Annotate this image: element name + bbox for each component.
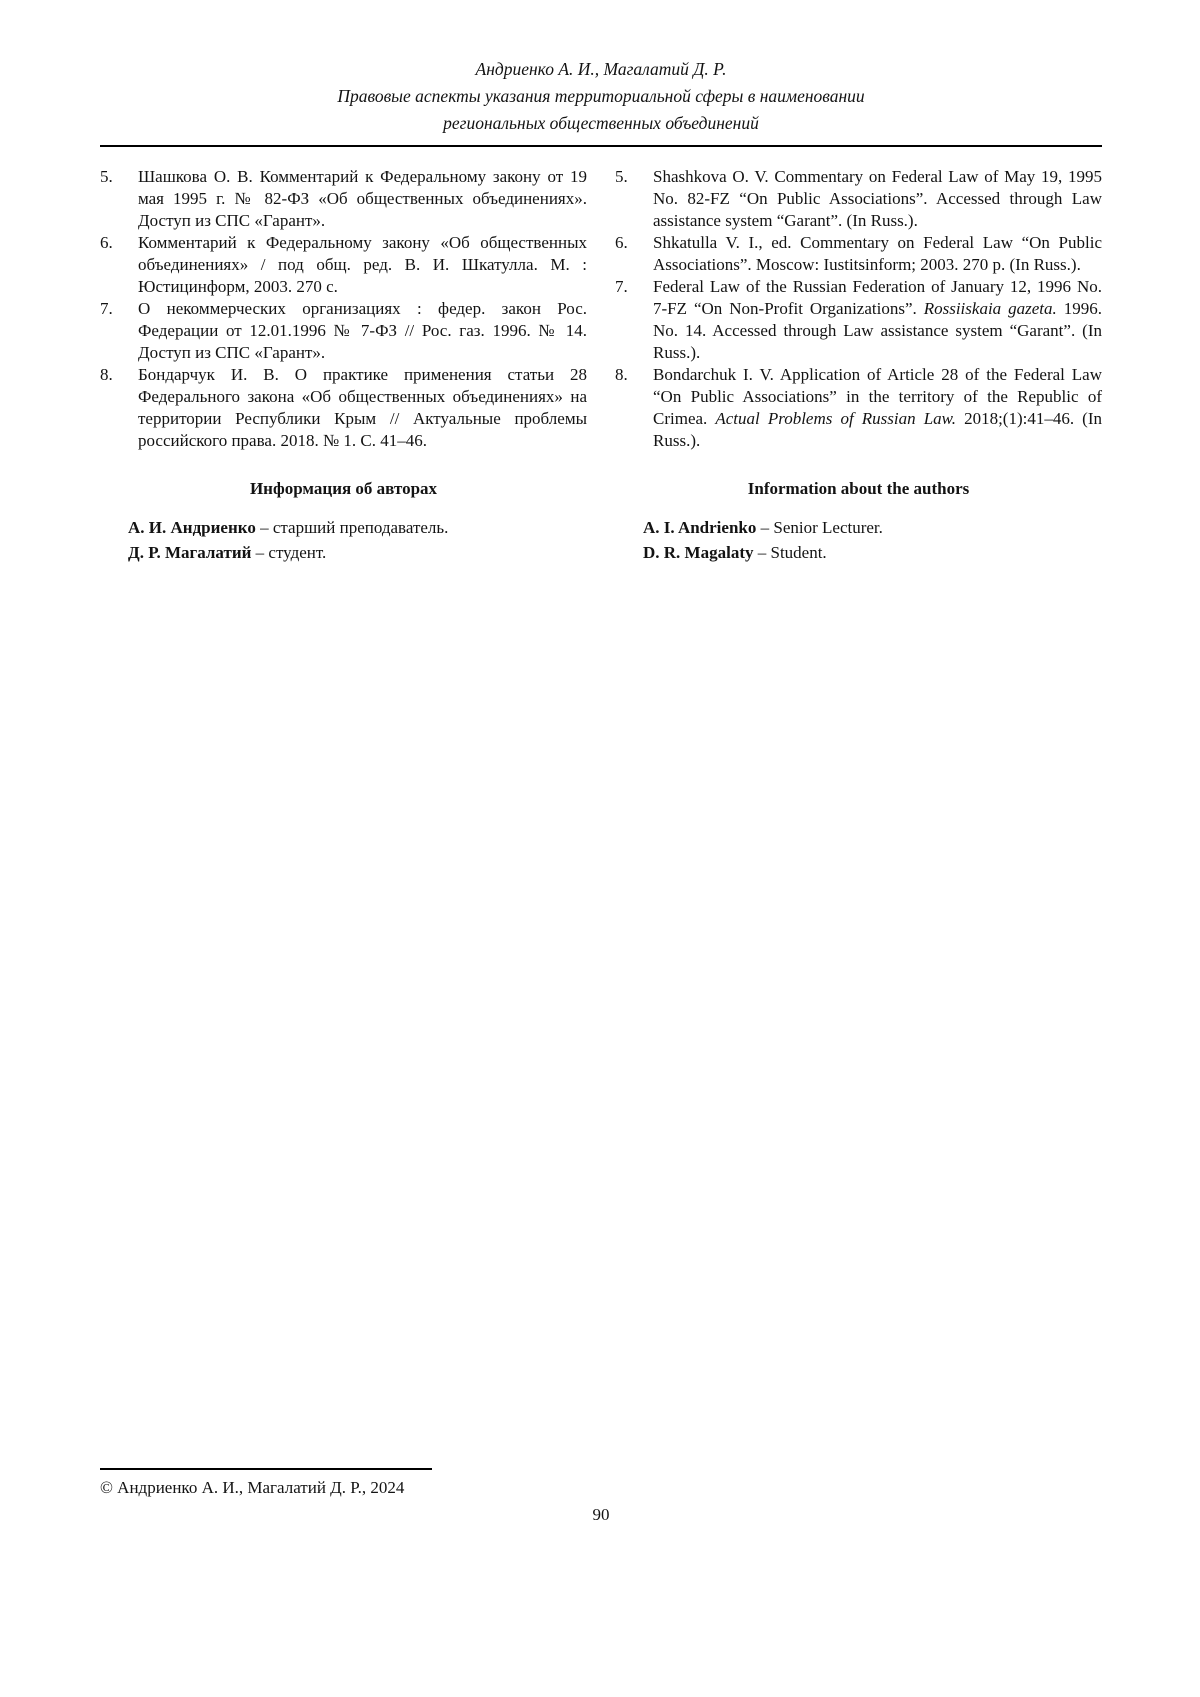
references-ru-column <box>100 166 587 452</box>
ref-text <box>653 276 1102 364</box>
ref-text-part: 1996. No. 14. Accessed through Law assistance system “Garant”. (In Russ.). <box>653 299 1102 362</box>
ref-number: 5. <box>615 167 628 186</box>
ref-text: О некоммерческих организациях : федер. закон Рос. Федерации от 12.01.1996 № 7-ФЗ // Рос. газ. 1996. № 14. Доступ из СПС «Гарант». <box>138 299 587 362</box>
header-rule <box>100 145 1102 147</box>
ref-en-8 <box>615 364 1102 452</box>
ref-text-part: Bondarchuk I. V. Application of Article 28 of the Federal Law “On Public Associations” in the territory of the Republic of Crimea. <box>653 365 1102 428</box>
ref-text <box>653 364 1102 452</box>
authors-block-ru <box>100 515 587 565</box>
ref-number: 8. <box>100 365 113 384</box>
ref-number: 8. <box>615 365 628 384</box>
ref-text: Shkatulla V. I., ed. Commentary on Federal Law “On Public Associations”. Moscow: Iustitsinform; 2003. 270 p. (In Russ.). <box>653 233 1102 274</box>
ref-number: 6. <box>615 233 628 252</box>
header-authors: Андриенко А. И., Магалатий Д. Р. <box>475 59 727 79</box>
ref-text-part: 2018;(1):41–46. (In Russ.). <box>653 409 1102 450</box>
ref-text: Бондарчук И. В. О практике применения статьи 28 Федерального закона «Об общественных объединениях» на территории Республики Крым // Актуальные проблемы российского права. 2018. № 1. С. 41–46. <box>138 365 587 450</box>
ref-text: Shashkova O. V. Commentary on Federal Law of May 19, 1995 No. 82-FZ “On Public Associations”. Accessed through Law assistance system “Garant”. (In Russ.). <box>653 167 1102 230</box>
author-name: A. I. Andrienko <box>643 518 757 537</box>
author-line <box>643 515 1102 540</box>
ref-ru-5 <box>100 166 587 232</box>
ref-en-5 <box>615 166 1102 232</box>
author-name: А. И. Андриенко <box>128 518 256 537</box>
ref-text-italic-title: Rossiiskaia gazeta. <box>923 299 1057 318</box>
authors-info-ru <box>100 452 587 565</box>
footnote-rule <box>100 1468 432 1470</box>
page-number: 90 <box>592 1505 610 1524</box>
author-name: D. R. Magalaty <box>643 543 754 562</box>
author-line <box>128 540 587 565</box>
references-section <box>100 166 1102 452</box>
ref-ru-7 <box>100 298 587 364</box>
ref-text-part: Federal Law of the Russian Federation of January 12, 1996 No. 7-FZ “On Non-Profit Organizations”. <box>653 277 1102 318</box>
article-header <box>100 56 1102 137</box>
copyright-line: © Андриенко А. И., Магалатий Д. Р., 2024 <box>100 1478 405 1497</box>
ref-number: 5. <box>100 167 113 186</box>
ref-en-6 <box>615 232 1102 276</box>
authors-block-en <box>615 515 1102 565</box>
author-role: – студент. <box>251 543 327 562</box>
ref-text: Комментарий к Федеральному закону «Об общественных объединениях» / под общ. ред. В. И. Шкатулла. М. : Юстицинформ, 2003. 270 с. <box>138 233 587 296</box>
ref-text-italic-title: Actual Problems of Russian Law. <box>715 409 956 428</box>
ref-number: 6. <box>100 233 113 252</box>
author-line <box>128 515 587 540</box>
ref-number: 7. <box>100 299 113 318</box>
author-role: – Student. <box>753 543 827 562</box>
header-title-line2: региональных общественных объединений <box>443 113 759 133</box>
header-title-line1: Правовые аспекты указания территориальной сферы в наименовании <box>337 86 865 106</box>
authors-info-section <box>100 452 1102 565</box>
author-role: – Senior Lecturer. <box>756 518 883 537</box>
ref-number: 7. <box>615 277 628 296</box>
references-en-column <box>615 166 1102 452</box>
author-name: Д. Р. Магалатий <box>128 543 252 562</box>
author-line <box>643 540 1102 565</box>
section-heading-ru: Информация об авторах <box>249 479 438 498</box>
ref-ru-6 <box>100 232 587 298</box>
section-heading-en: Information about the authors <box>747 479 970 498</box>
ref-ru-8 <box>100 364 587 452</box>
page-footer <box>100 1468 1102 1525</box>
ref-en-7 <box>615 276 1102 364</box>
authors-info-en <box>615 452 1102 565</box>
author-role: – старший преподаватель. <box>255 518 449 537</box>
ref-text: Шашкова О. В. Комментарий к Федеральному закону от 19 мая 1995 г. № 82-ФЗ «Об общественных объединениях». Доступ из СПС «Гарант». <box>138 167 587 230</box>
